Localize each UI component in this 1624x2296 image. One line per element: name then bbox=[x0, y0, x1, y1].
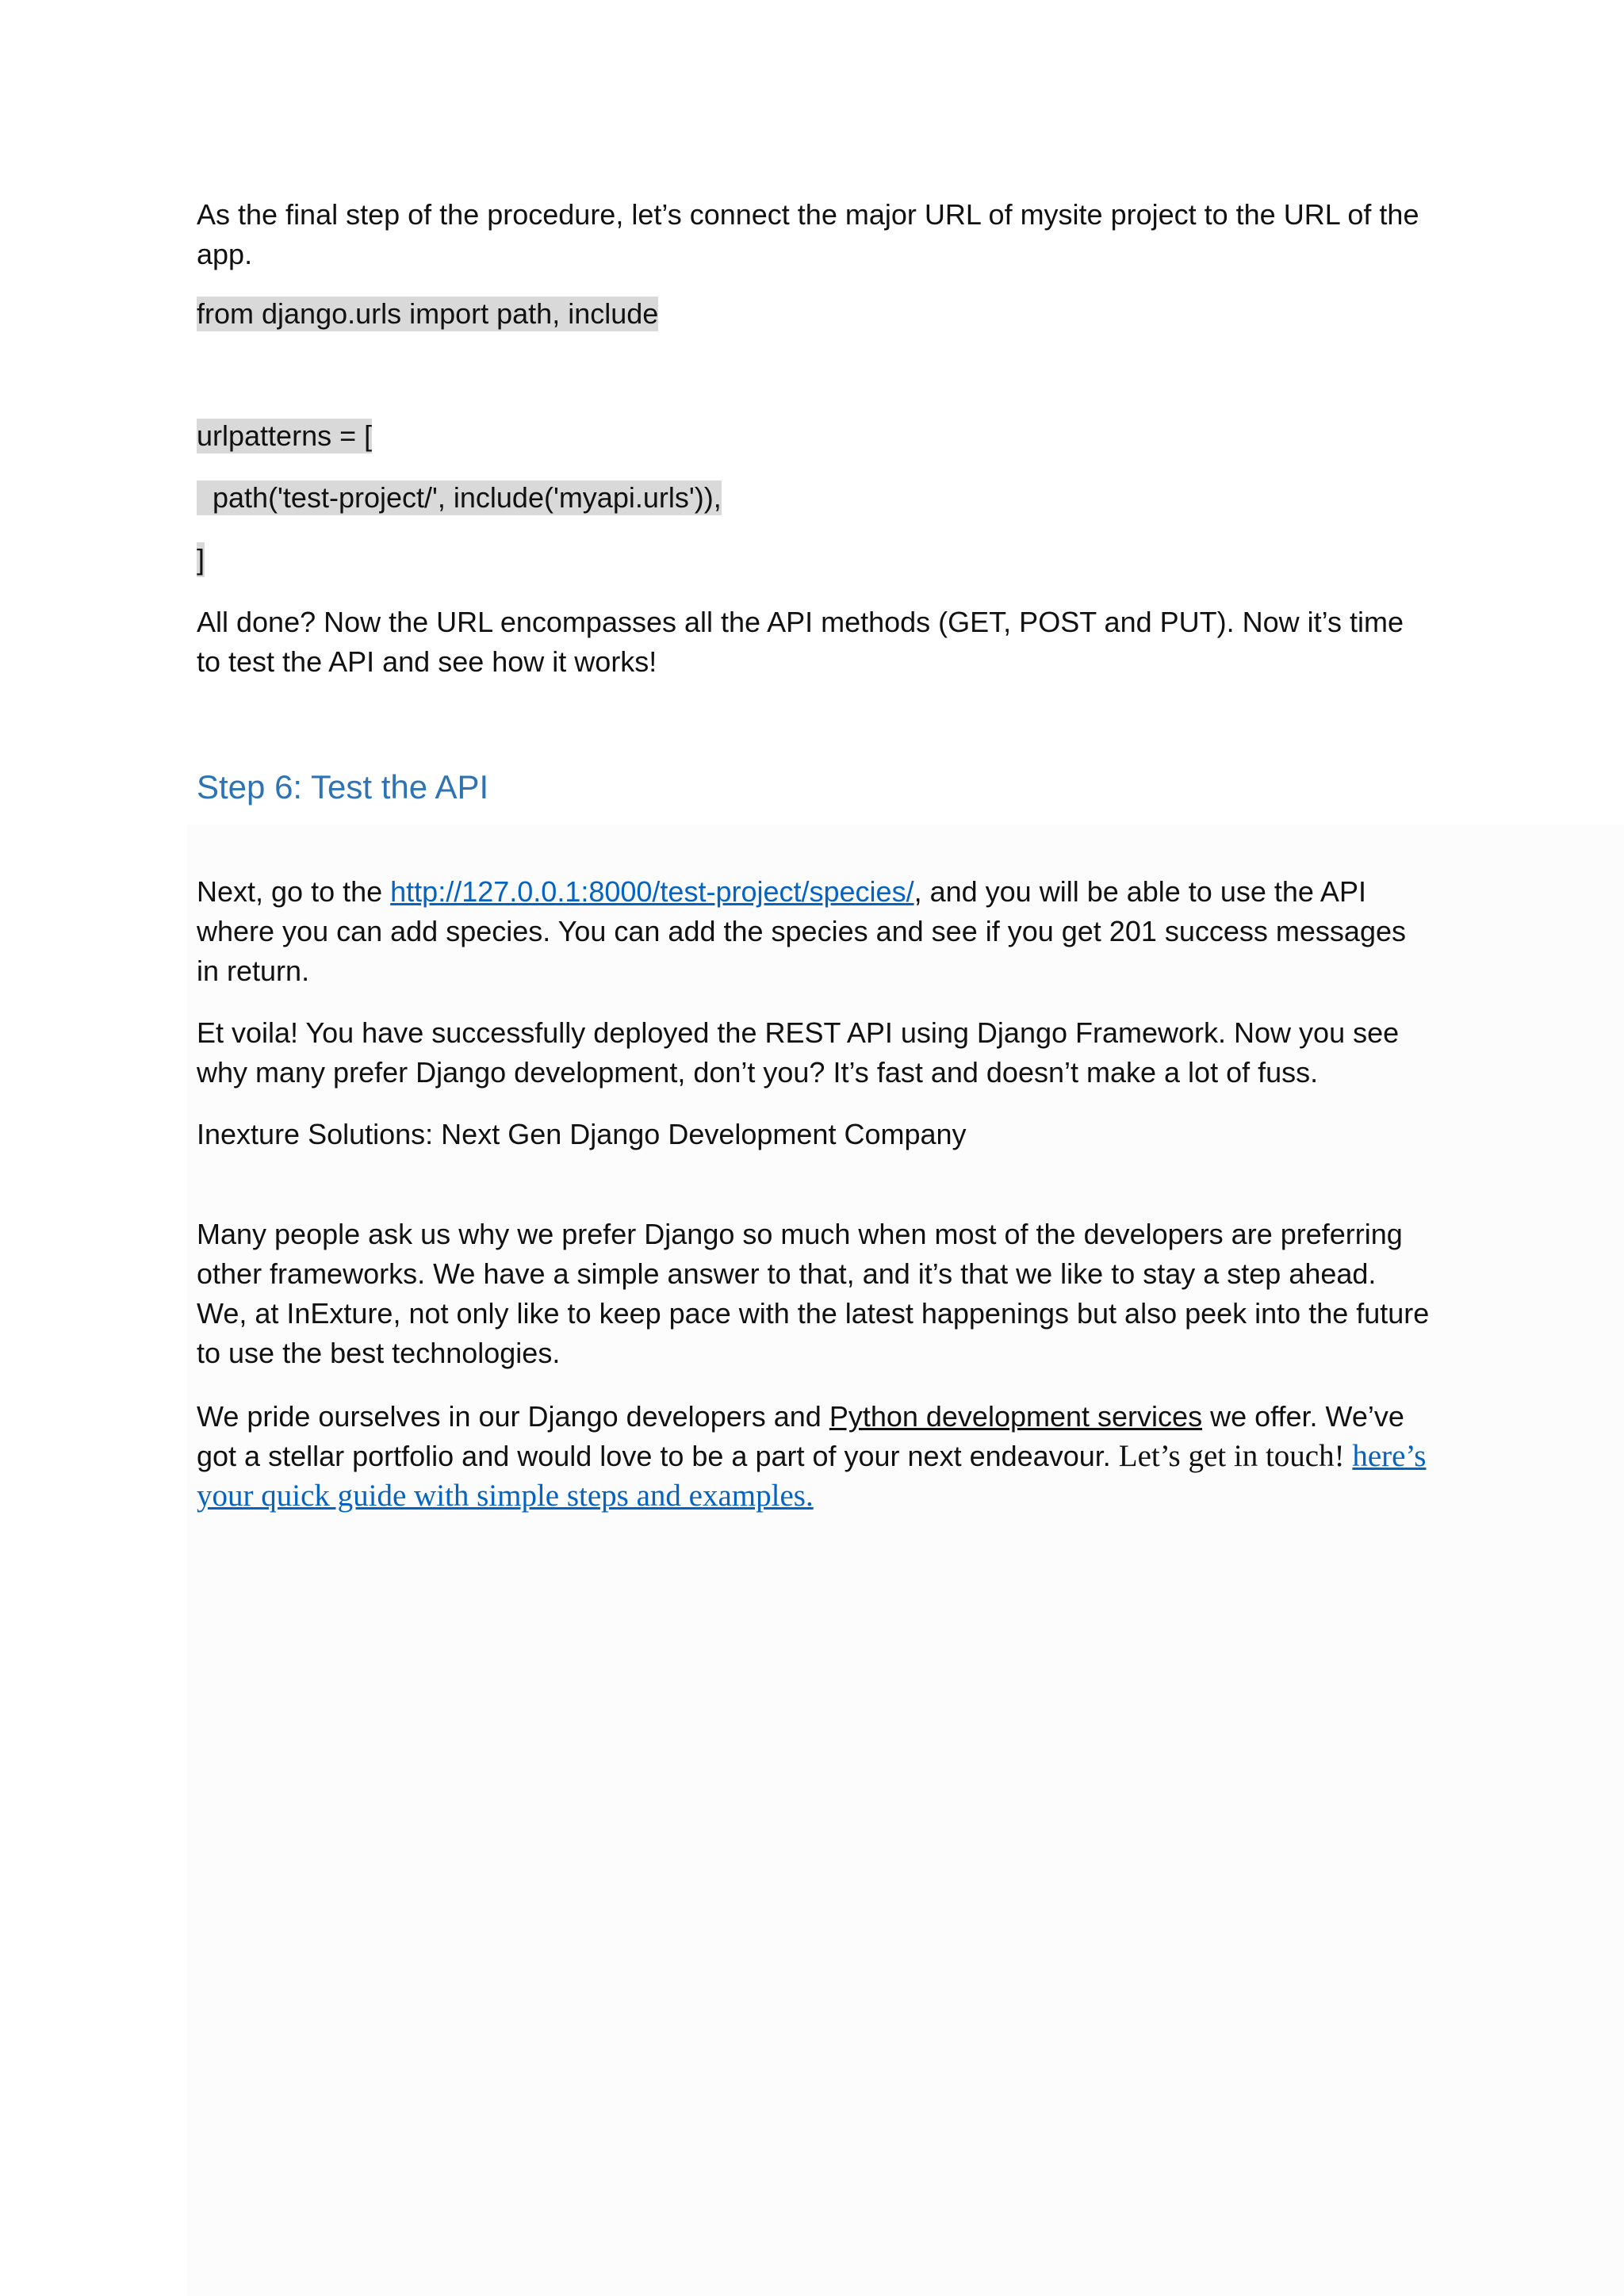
python-services-link[interactable]: Python development services bbox=[829, 1400, 1203, 1433]
code-line-path: path('test-project/', include('myapi.urls')), bbox=[197, 481, 722, 514]
test-api-text-before: Next, go to the bbox=[197, 875, 391, 908]
get-in-touch-text: Let’s get in touch! bbox=[1118, 1439, 1353, 1473]
voila-paragraph: Et voila! You have successfully deployed the REST API using Django Framework. Now you see why many prefer Django development, don’t you? It’s fast and doesn’t make a lot of fuss. bbox=[197, 1016, 1400, 1089]
pride-text-before: We pride ourselves in our Django developers and bbox=[197, 1400, 829, 1433]
why-django-paragraph: Many people ask us why we prefer Django so much when most of the developers are preferring other frameworks. We have a simple answer to that, and it’s that we like to stay a step ahead. We, at InExture, not only like to keep pace with the latest happenings but also peek into the future to use the best technologies. bbox=[197, 1218, 1430, 1369]
species-endpoint-link[interactable]: http://127.0.0.1:8000/test-project/species/ bbox=[390, 875, 914, 908]
code-line-urlpatterns: urlpatterns = [ bbox=[197, 419, 373, 452]
pride-paragraph bbox=[197, 1397, 1434, 1516]
company-tagline: Inexture Solutions: Next Gen Django Development Company bbox=[197, 1118, 967, 1150]
pride-text-mid: we offer. We’ve got a stellar portfolio and would love to be a part of your next endeavour. bbox=[197, 1400, 1404, 1472]
intro-paragraph: As the final step of the procedure, let’s connect the major URL of mysite project to the URL of the app. bbox=[197, 198, 1419, 270]
all-done-paragraph: All done? Now the URL encompasses all the API methods (GET, POST and PUT). Now it’s time to test the API and see how it works! bbox=[197, 606, 1404, 678]
code-line-close-bracket: ] bbox=[197, 543, 205, 576]
step6-heading: Step 6: Test the API bbox=[197, 768, 489, 806]
test-api-text-after: , and you will be able to use the API where you can add species. You can add the species and see if you get 201 success messages in return. bbox=[197, 875, 1406, 987]
code-line-import: from django.urls import path, include bbox=[197, 297, 659, 330]
quick-guide-link[interactable]: here’s your quick guide with simple steps and examples. bbox=[197, 1439, 1427, 1513]
test-api-paragraph bbox=[197, 872, 1434, 991]
